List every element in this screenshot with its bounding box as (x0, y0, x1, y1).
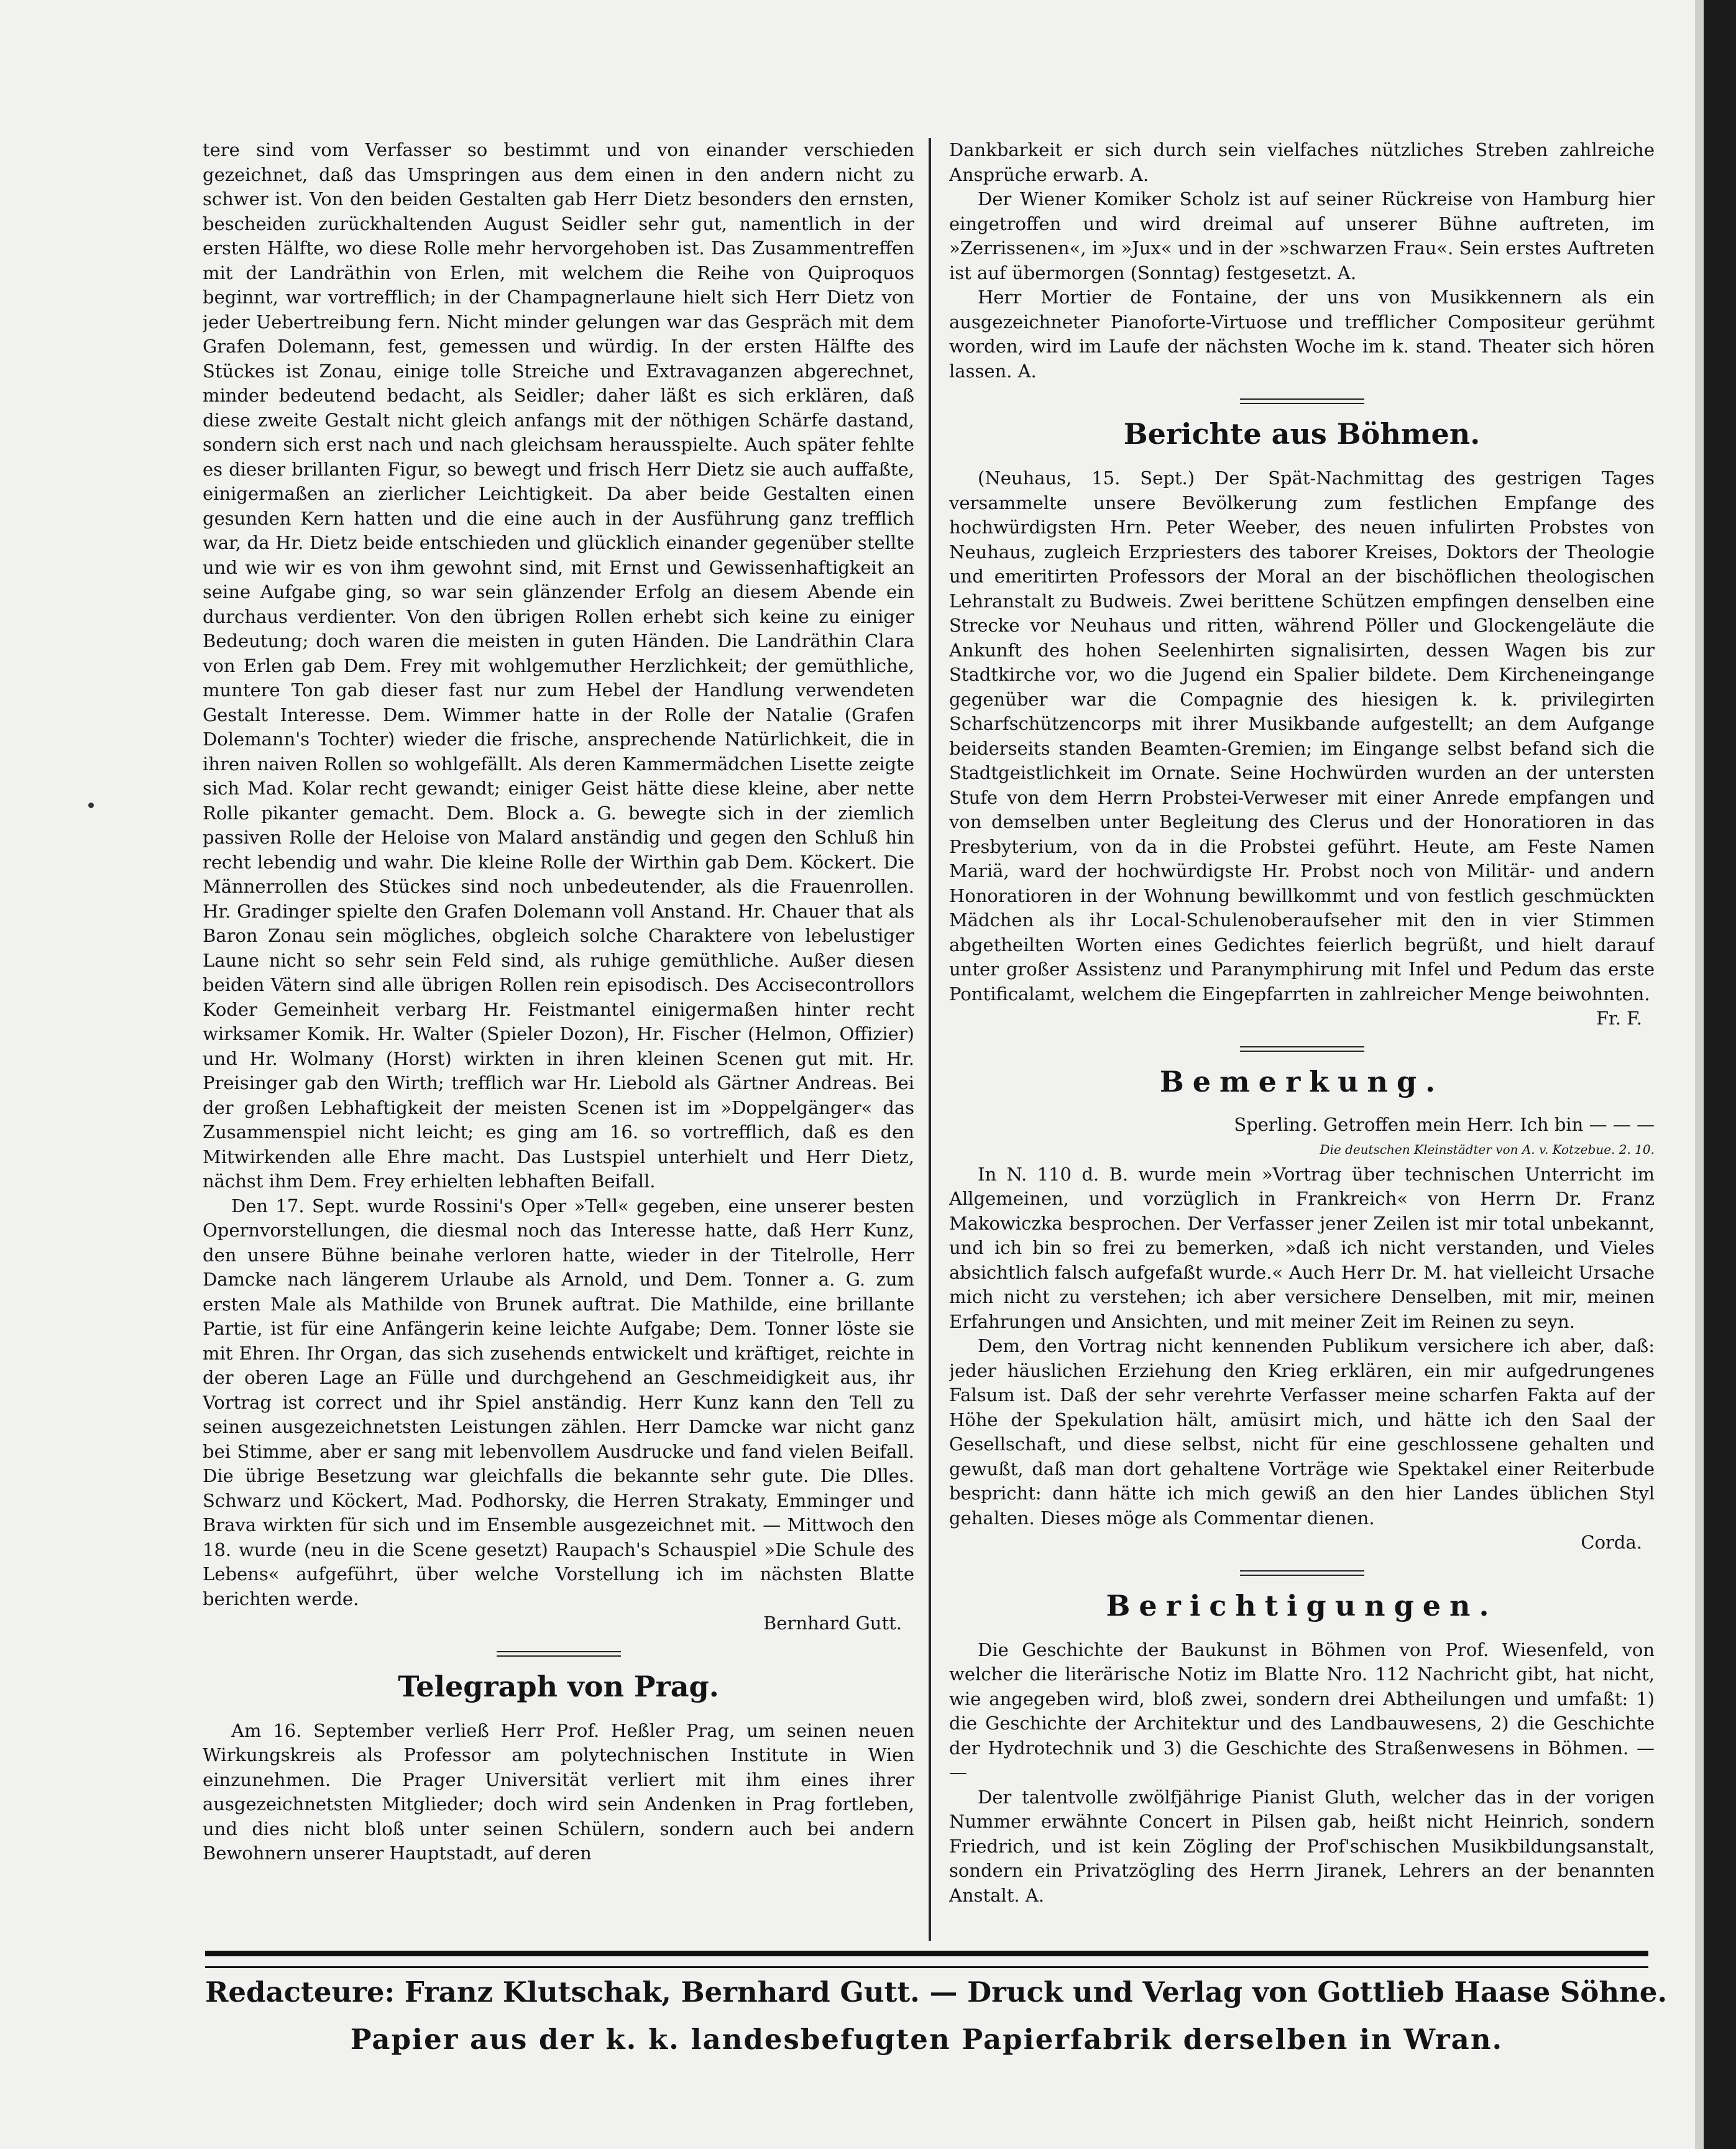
corrections-paragraph-1: Die Geschichte der Baukunst in Böhmen von Prof. Wiesenfeld, von welcher die literärische Notiz im Blatte Nro. 112 Nachricht gibt, hat nicht, wie angegeben wird, bloß zwei, sondern drei Abtheilungen und umfaßt: 1) die Geschichte der Architektur und des Landbauwesens, 2) die Geschichte der Hydrotechnik und 3) die Geschichte des Straßenwesens in Böhmen. — — (949, 1639, 1655, 1783)
footer-paper-note: Papier aus der k. k. landesbefugten Papierfabrik derselben in Wran. (350, 2023, 1504, 2056)
section-divider (497, 1651, 621, 1657)
remark-signature: Corda. (1581, 1532, 1642, 1553)
remark-epigraph: Sperling. Getroffen mein Herr. Ich bin — — — (1234, 1113, 1655, 1135)
left-column (203, 138, 914, 1922)
review-paragraph-2: Den 17. Sept. wurde Rossini's Oper »Tell« gegeben, eine unserer besten Opernvorstellungen, die diesmal noch das Interesse hatte, daß Herr Kunz, den unsere Bühne beinahe verloren hatte, wieder in der Titelrolle, Herr Damcke nach längerem Urlaube als Arnold, und Dem. Tonner a. G. zum ersten Male als Mathilde von Brunek auftrat. Die Mathilde, eine brillante Partie, ist für eine Anfängerin keine leichte Aufgabe; Dem. Tonner löste sie mit Ehren. Ihr Organ, das sich zusehends entwickelt und kräftiget, reichte in der oberen Lage an Fülle und durchgehend an Geschmeidigkeit aus, ihr Vortrag ist correct und ihr Spiel anständig. Herr Kunz kann den Tell zu seinen ausgezeichnetsten Leistungen zählen. Herr Damcke war nicht ganz bei Stimme, aber er sang mit lebenvollem Ausdrucke und fand vielen Beifall. Die übrige Besetzung war gleichfalls die bekannte sehr gute. Die Dlles. Schwarz und Köckert, Mad. Podhorsky, die Herren Strakaty, Emminger und Brava wirkten für sich und im Ensemble ausgezeichnet mit. — Mittwoch den 18. wurde (neu in die Scene gesetzt) Raupach's Schauspiel »Die Schule des Lebens« aufgeführt, über welche Vorstellung ich im nächsten Blatte berichten werde. (203, 1195, 914, 1609)
remark-paragraph-2: Dem, den Vortrag nicht kennenden Publikum versichere ich aber, daß: jeder häuslichen Erziehung den Krieg erklären, ein mir aufgedrungenes Falsum ist. Daß der sehr verehrte Verfasser meine scharfen Fakta auf der Höhe der Spekulation hält, amüsirt mich, und hätte ich den Saal der Gesellschaft, und diese selbst, nicht für eine geschlossene gehalten und gewußt, daß man dort gehaltene Vorträge wie Spektakel einer Reiterbude bespricht: dann hätte ich mich gewiß an den hier Landes üblichen Styl gehalten. Dieses möge als Commentar dienen. (949, 1335, 1655, 1529)
page-edge-shadow (1695, 0, 1704, 2149)
column-divider (929, 138, 931, 1941)
section-divider (1240, 398, 1364, 404)
corrections-paragraph-2: Der talentvolle zwölfjährige Pianist Gluth, welcher das in der vorigen Nummer erwähnte Concert in Pilsen gab, heißt nicht Heinrich, sondern Friedrich, und ist kein Zögling der Prof'schischen Musikbildungsanstalt, sondern ein Privatzögling des Herrn Jiranek, Lehrers an der benannten Anstalt. A. (949, 1786, 1655, 1906)
telegraph-continued-paragraph-1: Dankbarkeit er sich durch sein vielfaches nützliches Streben zahlreiche Ansprüche erwarb. A. (949, 139, 1655, 185)
telegraph-continued-paragraph-2: Der Wiener Komiker Scholz ist auf seiner Rückreise von Hamburg hier eingetroffen und wird dreimal auf unserer Bühne auftreten, im »Zerrissenen«, im »Jux« und in der »schwarzen Frau«. Sein erstes Auftreten ist auf übermorgen (Sonntag) festgesetzt. A. (949, 188, 1655, 283)
remark-epigraph-source: Die deutschen Kleinstädter von A. v. Kotzebue. 2. 10. (1320, 1141, 1655, 1157)
remark-paragraph-1: In N. 110 d. B. wurde mein »Vortrag über technischen Unterricht im Allgemeinen, und vorzüglich in Frankreich« von Herrn Dr. Franz Makowiczka besprochen. Der Verfasser jener Zeilen ist mir total unbekannt, und ich bin so frei zu bemerken, »daß ich nicht verstanden, und Vieles absichtlich falsch aufgefaßt wurde.« Auch Herr Dr. M. hat vielleicht Ursache mich nicht zu verstehen; ich aber versichere Denselben, mit mir, meinen Erfahrungen und Ansichten, und mit meiner Zeit im Reinen zu seyn. (949, 1163, 1655, 1332)
telegraph-heading: Telegraph von Prag. (398, 1669, 719, 1703)
corrections-heading: Berichtigungen. (1106, 1588, 1498, 1622)
footer-imprint: Redacteure: Franz Klutschak, Bernhard Gutt. — Druck und Verlag von Gottlieb Haase Söhne. (205, 1976, 1668, 2009)
section-divider (1240, 1570, 1364, 1576)
footer-rule (205, 1951, 1648, 1968)
ink-spot (88, 803, 94, 808)
review-signature: Bernhard Gutt. (763, 1613, 902, 1634)
review-paragraph-1: tere sind vom Verfasser so bestimmt und von einander verschieden gezeichnet, daß das Umspringen aus dem einen in den andern nicht zu schwer ist. Von den beiden Gestalten gab Herr Dietz besonders den ernsten, bescheiden zurückhaltenden August Seidler sehr gut, namentlich in der ersten Hälfte, wo diese Rolle mehr hervorgehoben ist. Das Zusammentreffen mit der Landräthin von Erlen, mit welchem die Reihe von Quiproquos beginnt, war vortrefflich; in der Champagnerlaune hielt sich Herr Dietz von jeder Uebertreibung fern. Nicht minder gelungen war das Gespräch mit dem Grafen Dolemann, fest, gemessen und würdig. In der ersten Hälfte des Stückes ist Zonau, einige tolle Streiche und Extravaganzen abgerechnet, minder bedeutend bedacht, als Seidler; daher läßt es sich erklären, daß diese zweite Gestalt nicht gleich anfangs mit der nöthigen Schärfe dastand, sondern sich erst nach und nach gleichsam herausspielte. Auch später fehlte es dieser brillanten Figur, so bewegt und frisch Herr Dietz sie auch auffaßte, einigermaßen an zierlicher Leichtigkeit. Da aber beide Gestalten einen gesunden Kern hatten und die eine auch in der Ausführung ganz trefflich war, da Hr. Dietz beide entschieden und glücklich einander gegenüber stellte und wie wir es von ihm gewohnt sind, mit Ernst und Gewissenhaftigkeit an seine Aufgabe ging, so war sein glänzender Erfolg an diesem Abende ein durchaus verdienter. Von den übrigen Rollen erhebt sich keine zu einiger Bedeutung; doch waren die meisten in guten Händen. Die Landräthin Clara von Erlen gab Dem. Frey mit wohlgemuther Herzlichkeit; der gemüthliche, muntere Ton gab dieser fast nur zum Hebel der Handlung verwendeten Gestalt Interesse. Dem. Wimmer hatte in der Rolle der Natalie (Grafen Dolemann's Tochter) wieder die frische, ansprechende Natürlichkeit, die in ihren naiven Rollen so wohlgefällt. Als deren Kammermädchen Lisette zeigte sich Mad. Kolar recht gewandt; einiger Geist hätte diese kleine, aber nette Rolle pikanter gemacht. Dem. Block a. G. bewegte sich in der ziemlich passiven Rolle der Heloise von Malard anständig und gegen den Schluß hin recht lebendig und wahr. Die kleine Rolle der Wirthin gab Dem. Köckert. Die Männerrollen des Stückes sind noch unbedeutender, als die Frauenrollen. Hr. Gradinger spielte den Grafen Dolemann voll Anstand. Hr. Chauer that als Baron Zonau sein mögliches, obgleich solche Charaktere von lebelustiger Laune nicht so sehr sein Feld sind, als ruhige gemüthliche. Außer diesen beiden Vätern sind alle übrigen Rollen rein episodisch. Des Accisecontrollors Koder Gemeinheit verbarg Hr. Feistmantel einigermaßen hinter recht wirksamer Komik. Hr. Walter (Spieler Dozon), Hr. Fischer (Helmon, Offizier) und Hr. Wolmany (Horst) wirkten in ihren kleinen Scenen gut mit. Hr. Preisinger gab den Wirth; trefflich war Hr. Liebold als Gärtner Andreas. Bei der großen Lebhaftigkeit der meisten Scenen ist im »Doppelgänger« das Zusammenspiel nicht leicht; es ging am 16. so vortrefflich, daß es den Mitwirkenden alle Ehre macht. Das Lustspiel unterhielt und Herr Dietz, nächst ihm Dem. Frey erhielten lebhaften Beifall. (203, 139, 914, 1192)
bohemia-paragraph-1: (Neuhaus, 15. Sept.) Der Spät-Nachmittag des gestrigen Tages versammelte unsere Bevölkerung zum festlichen Empfange des hochwürdigsten Hrn. Peter Weeber, des neuen infulirten Probstes von Neuhaus, zugleich Erzpriesters des taborer Kreises, Doktors der Theologie und emeritirten Professors der Moral an der bischöflichen theologischen Lehranstalt zu Budweis. Zwei berittene Schützen empfingen denselben eine Strecke vor Neuhaus und ritten, während Pöller und Glockengeläute die Ankunft des hohen Seelenhirten signalisirten, dessen Wagen bis zur Stadtkirche vor, wo die Jugend ein Spalier bildete. Dem Kircheneingange gegenüber war die Compagnie des hiesigen k. k. privilegirten Scharfschützencorps mit ihrer Musikbande aufgestellt; an dem Aufgange beiderseits standen Beamten-Gremien; im Eingange selbst befand sich die Stadtgeistlichkeit im Ornate. Seine Hochwürden wurden an der untersten Stufe von dem Herrn Probstei-Verweser mit einer Anrede empfangen und von demselben unter Begleitung des Clerus und der Honoratioren in das Presbyterium, von da in die Probstei geführt. Heute, am Feste Namen Mariä, ward der hochwürdigste Hr. Probst noch von Militär- und andern Honoratioren in der Wohnung bewillkommt und von festlich geschmückten Mädchen als ihr Local-Schulenoberaufseher mit den in vier Stimmen abgetheilten Worten eines Gedichtes feierlich begrüßt, und hielt darauf unter großer Assistenz und Paranymphirung mit Infel und Pedum das erste Pontificalamt, welchem die Eingepfarrten in zahlreicher Menge beiwohnten. (949, 467, 1655, 1005)
page-edge-binding (1704, 0, 1736, 2149)
remark-heading: Bemerkung. (1159, 1064, 1444, 1098)
telegraph-paragraph-1: Am 16. September verließ Herr Prof. Heßler Prag, um seinen neuen Wirkungskreis als Professor am polytechnischen Institute in Wien einzunehmen. Die Prager Universität verliert mit ihm eines ihrer ausgezeichnetsten Mitglieder; doch wird sein Andenken in Prag fortleben, und dies nicht bloß unter seinen Schülern, sondern auch bei andern Bewohnern unserer Hauptstadt, auf deren (203, 1719, 914, 1864)
telegraph-continued-paragraph-3: Herr Mortier de Fontaine, der uns von Musikkennern als ein ausgezeichneter Pianoforte-Virtuose und trefflicher Compositeur gerühmt worden, wird im Laufe der nächsten Woche im k. stand. Theater sich hören lassen. A. (949, 287, 1655, 382)
bohemia-heading: Berichte aus Böhmen. (1123, 417, 1481, 451)
bohemia-signature: Fr. F. (1596, 1008, 1642, 1029)
right-column (949, 138, 1655, 1922)
section-divider (1240, 1046, 1364, 1052)
